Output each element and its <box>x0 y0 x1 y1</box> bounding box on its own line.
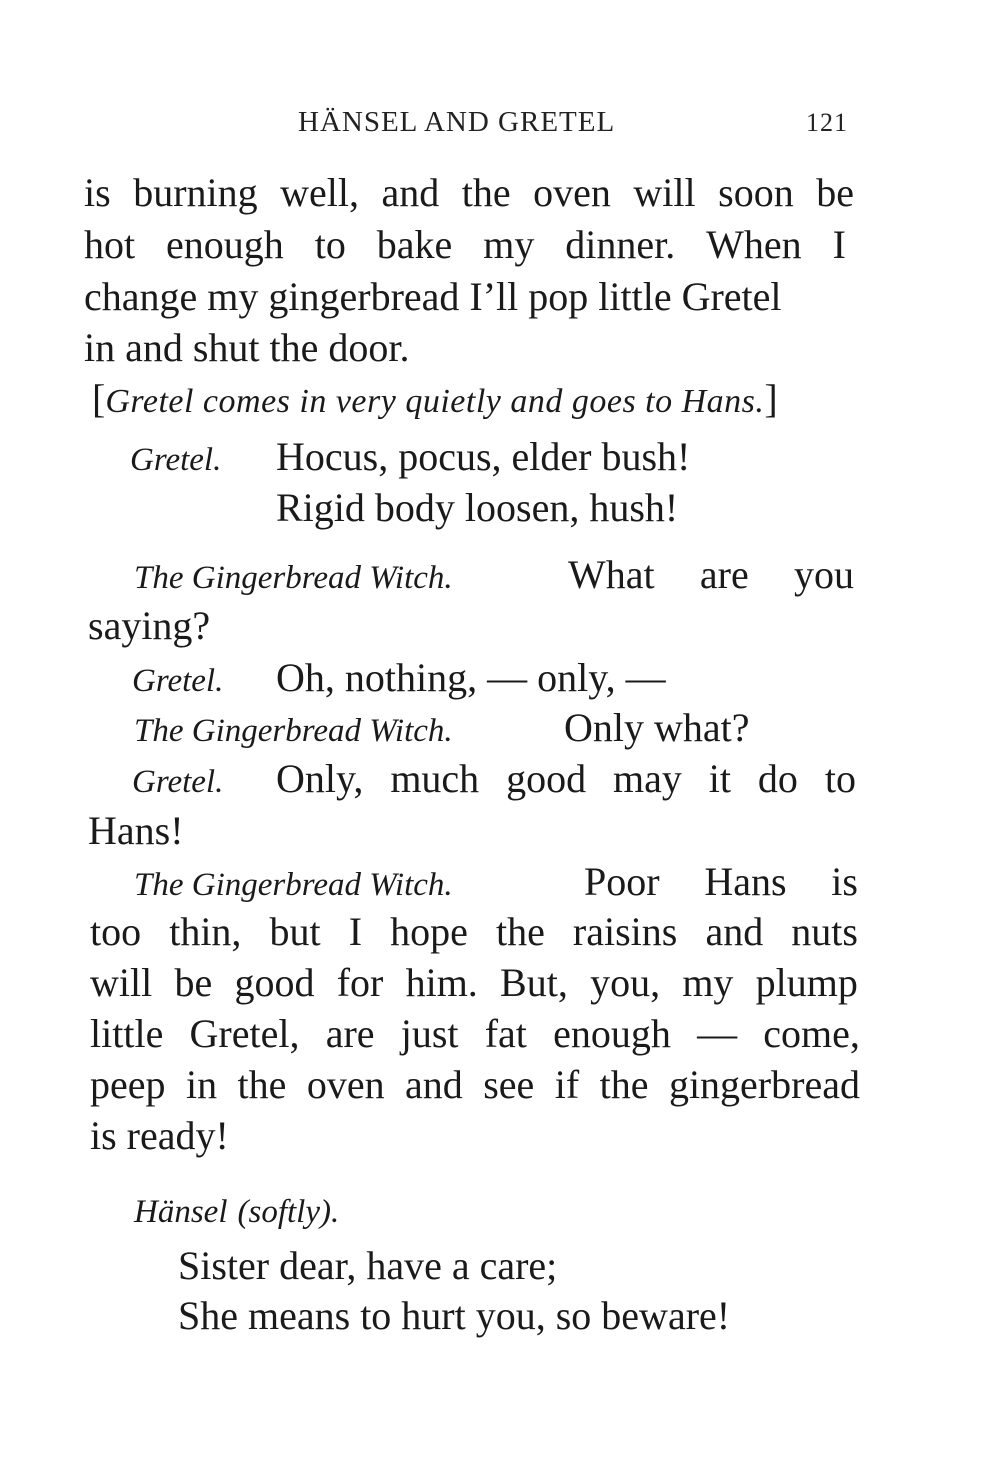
word: is <box>831 859 858 904</box>
verse-line <box>178 1291 730 1341</box>
word: if <box>554 1062 580 1107</box>
word: thin, <box>169 909 242 954</box>
text-line <box>276 653 666 703</box>
word: nuts <box>791 909 858 954</box>
text-line <box>276 754 856 804</box>
word: little <box>90 1011 164 1056</box>
word: When <box>706 222 802 267</box>
speaker-name: Gretel. <box>132 764 224 800</box>
text-line-content: Only what? <box>564 705 750 750</box>
word: burning <box>133 170 258 215</box>
word: well, <box>280 170 359 215</box>
speaker-gretel <box>132 653 223 706</box>
text-line-content: saying? <box>88 603 211 648</box>
word: peep <box>90 1062 166 1107</box>
word: plump <box>755 960 858 1005</box>
speaker-name: Gretel. <box>132 663 224 699</box>
text-line-content <box>90 907 858 957</box>
verse-text: Sister dear, have a care; <box>178 1243 558 1288</box>
word: and <box>705 909 764 954</box>
word: soon <box>718 170 794 215</box>
word: the <box>461 170 511 215</box>
text-line-content <box>90 958 858 1008</box>
word: But, <box>500 960 568 1005</box>
word: — <box>697 1011 738 1056</box>
word: raisins <box>572 909 678 954</box>
verse-text: She means to hurt you, so beware! <box>178 1293 731 1338</box>
word: will <box>633 170 696 215</box>
word: you, <box>590 960 661 1005</box>
verse-line <box>276 432 690 482</box>
word: the <box>495 909 545 954</box>
text-line-content: Oh, nothing, — only, — <box>276 655 666 700</box>
open-bracket: [ <box>92 376 106 421</box>
word: Gretel, <box>189 1011 300 1056</box>
text-line <box>564 703 750 753</box>
text-line <box>88 806 184 856</box>
word: the <box>237 1062 287 1107</box>
word: good <box>234 960 315 1005</box>
text-line <box>90 907 858 957</box>
text-line <box>84 272 782 322</box>
word: Poor <box>584 859 660 904</box>
text-line-content <box>84 168 854 218</box>
word: oven <box>306 1062 385 1107</box>
word: to <box>824 756 856 801</box>
text-line <box>88 601 210 651</box>
word: bake <box>376 222 453 267</box>
page-number: 121 <box>806 108 848 137</box>
text-line <box>84 323 410 373</box>
word: gingerbread <box>668 1062 860 1107</box>
word: and <box>405 1062 463 1107</box>
text-line <box>568 550 854 600</box>
text-line <box>584 857 858 907</box>
speaker-name: Hänsel <box>134 1194 228 1230</box>
text-line <box>90 1111 229 1161</box>
word: Only, <box>276 756 364 801</box>
text-line-content: is ready! <box>90 1113 229 1158</box>
word: What <box>568 552 655 597</box>
text-line-content: Hans! <box>88 808 184 853</box>
speaker-name: The Gingerbread Witch. <box>134 867 453 903</box>
word: enough <box>166 222 284 267</box>
verse-text: Hocus, pocus, elder bush! <box>276 434 691 479</box>
text-line-content <box>90 1009 860 1059</box>
speaker-name: The Gingerbread Witch. <box>134 713 453 749</box>
close-bracket: ] <box>764 376 778 421</box>
word: hope <box>390 909 468 954</box>
speaker-name: Gretel. <box>130 442 222 478</box>
word: it <box>708 756 732 801</box>
word: will <box>90 960 153 1005</box>
word: too <box>90 909 142 954</box>
word: Hans <box>704 859 787 904</box>
speaker-witch <box>134 703 453 756</box>
word: are <box>325 1011 375 1056</box>
word: may <box>613 756 682 801</box>
stage-direction <box>92 374 778 427</box>
word: to <box>314 222 346 267</box>
word: be <box>816 170 854 215</box>
text-line-content: in and shut the door. <box>84 325 410 370</box>
text-line-content <box>584 857 858 907</box>
text-line <box>84 220 846 270</box>
speaker-name: The Gingerbread Witch. <box>134 560 453 596</box>
word: good <box>506 756 587 801</box>
text-line <box>90 1009 860 1059</box>
speaker-direction: (softly). <box>237 1194 340 1230</box>
text-line-content <box>84 220 846 270</box>
word: be <box>174 960 213 1005</box>
speaker-witch <box>134 550 453 603</box>
word: enough <box>553 1011 671 1056</box>
word: see <box>483 1062 535 1107</box>
word: the <box>599 1062 649 1107</box>
word: oven <box>533 170 611 215</box>
word: but <box>269 909 321 954</box>
speaker-gretel <box>132 754 223 807</box>
text-line-content <box>90 1060 860 1110</box>
text-line-content <box>568 550 854 600</box>
word: him. <box>405 960 478 1005</box>
text-line <box>84 168 854 218</box>
word: are <box>699 552 749 597</box>
word: I <box>348 909 363 954</box>
word: dinner. <box>565 222 676 267</box>
word: in <box>185 1062 218 1107</box>
word: just <box>400 1011 459 1056</box>
word: and <box>381 170 440 215</box>
speaker-gretel <box>130 432 221 485</box>
word: I <box>832 222 846 267</box>
word: much <box>390 756 480 801</box>
word: for <box>336 960 384 1005</box>
word: come, <box>763 1011 860 1056</box>
running-head-title: HÄNSEL AND GRETEL <box>298 106 616 138</box>
text-line-content <box>276 754 856 804</box>
word: my <box>483 222 535 267</box>
word: my <box>682 960 734 1005</box>
text-line <box>90 1060 860 1110</box>
speaker-hansel <box>134 1184 339 1237</box>
word: hot <box>84 222 136 267</box>
text-line <box>90 958 858 1008</box>
stage-direction-text: Gretel comes in very quietly and goes to Hans. <box>105 383 765 420</box>
word: fat <box>484 1011 527 1056</box>
speaker-witch <box>134 857 453 910</box>
verse-line <box>178 1241 557 1291</box>
verse-line <box>276 483 678 533</box>
verse-text: Rigid body loosen, hush! <box>276 485 679 530</box>
text-line-content: change my gingerbread I’ll pop little Gretel <box>84 274 782 319</box>
word: do <box>757 756 798 801</box>
word: you <box>793 552 854 597</box>
word: is <box>84 170 111 215</box>
